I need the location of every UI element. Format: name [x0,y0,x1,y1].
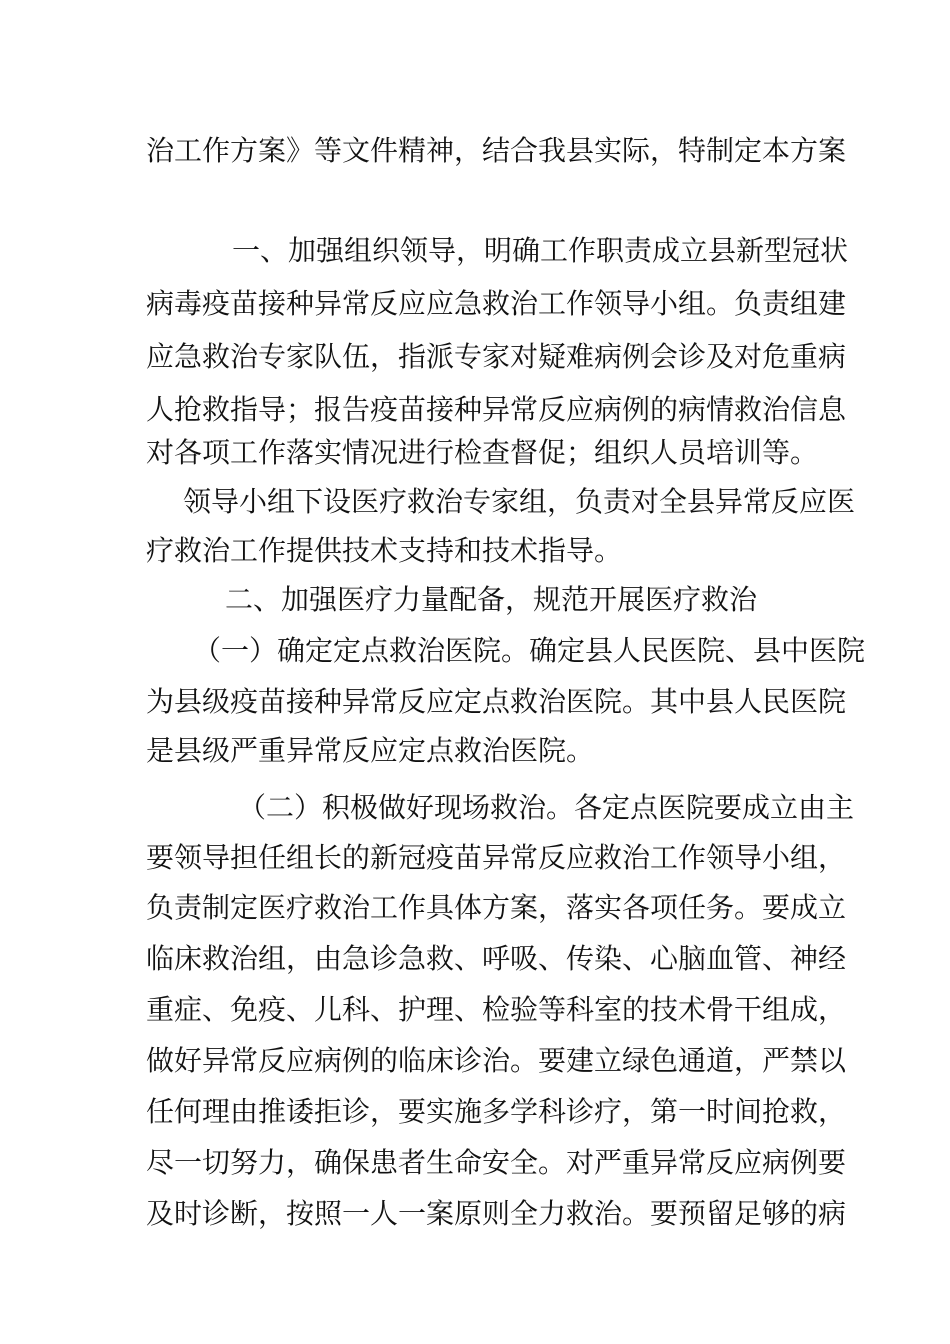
text-line: 要领导担任组长的新冠疫苗异常反应救治工作领导小组， [146,841,847,874]
text-line: 为县级疫苗接种异常反应定点救治医院。其中县人民医院 [146,685,847,718]
text-line: 是县级严重异常反应定点救治医院。 [146,734,595,767]
subsection-heading-2: （二）积极做好现场救治。各定点医院要成立由主 [238,791,855,824]
text-line: 人抢救指导；报告疫苗接种异常反应病例的病情救治信息 [146,393,847,426]
section-heading-2: 二、加强医疗力量配备，规范开展医疗救治 [225,583,758,616]
text-line: 临床救治组，由急诊急救、呼吸、传染、心脑血管、神经 [146,942,847,975]
text-line: 做好异常反应病例的临床诊治。要建立绿色通道，严禁以 [146,1044,847,1077]
text-line: 对各项工作落实情况进行检查督促；组织人员培训等。 [146,436,819,469]
text-line: 重症、免疫、儿科、护理、检验等科室的技术骨干组成， [146,993,847,1026]
text-line: 负责制定医疗救治工作具体方案，落实各项任务。要成立 [146,891,847,924]
paragraph-start: 领导小组下设医疗救治专家组，负责对全县异常反应医 [183,485,856,518]
text-line: 疗救治工作提供技术支持和技术指导。 [146,534,623,567]
section-heading-1: 一、加强组织领导，明确工作职责成立县新型冠状 [232,234,849,267]
text-line: 尽一切努力，确保患者生命安全。对严重异常反应病例要 [146,1146,847,1179]
text-line: 及时诊断，按照一人一案原则全力救治。要预留足够的病 [146,1197,847,1230]
text-line: 治工作方案》等文件精神，结合我县实际，特制定本方案 [146,134,847,167]
text-line: 任何理由推诿拒诊，要实施多学科诊疗，第一时间抢救， [146,1095,847,1128]
text-line: 病毒疫苗接种异常反应应急救治工作领导小组。负责组建 [146,287,847,320]
subsection-heading-1: （一）确定定点救治医院。确定县人民医院、县中医院 [193,634,866,667]
text-line: 应急救治专家队伍，指派专家对疑难病例会诊及对危重病 [146,340,847,373]
